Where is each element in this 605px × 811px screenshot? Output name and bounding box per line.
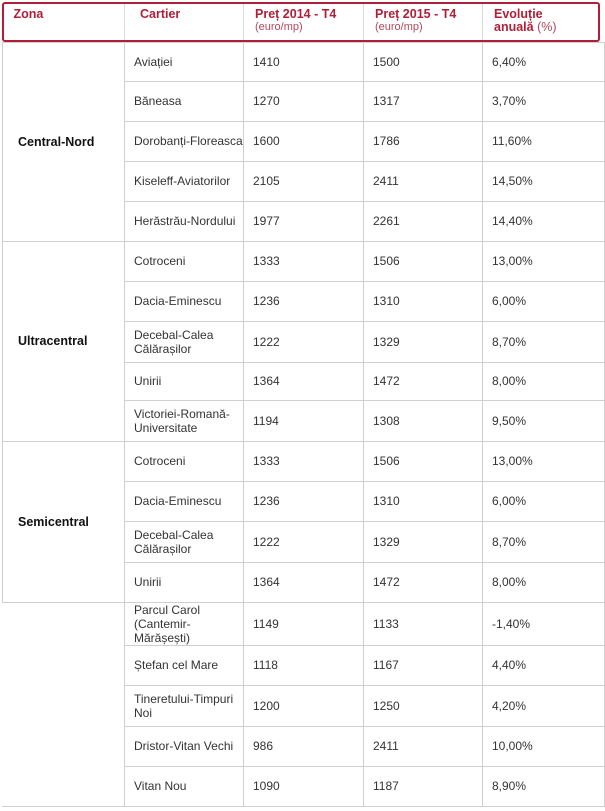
evolution-cell: 8,00%: [483, 562, 605, 602]
price-2015-cell: 1500: [364, 42, 483, 81]
price-2015-cell: 1329: [364, 321, 483, 362]
header-zona: [3, 2, 125, 42]
evolution-cell: -1,40%: [483, 602, 605, 645]
evolution-cell: 13,00%: [483, 441, 605, 481]
evolution-cell: 14,50%: [483, 161, 605, 201]
evolution-cell: 8,90%: [483, 766, 605, 806]
price-2014-cell: 1270: [244, 81, 364, 121]
cartier-cell: Decebal-Calea Călărașilor: [125, 321, 244, 362]
table-row: [3, 42, 605, 81]
price-2015-cell: 1250: [364, 685, 483, 726]
zone-cell: Ultracentral: [3, 241, 125, 441]
zone-cell: Central-Nord: [3, 42, 125, 241]
price-2015-cell: 1308: [364, 400, 483, 441]
evolution-cell: 4,40%: [483, 645, 605, 685]
cartier-cell: Parcul Carol (Cantemir-Mărășești): [125, 602, 244, 645]
price-2014-cell: 1118: [244, 645, 364, 685]
table-header: [3, 2, 605, 42]
cartier-cell: Dristor-Vitan Vechi: [125, 726, 244, 766]
price-2015-cell: 2411: [364, 726, 483, 766]
table-body: [3, 42, 605, 806]
header-zona-label: Zona: [13, 7, 44, 21]
price-2014-cell: 1364: [244, 562, 364, 602]
cartier-cell: Dorobanți-Floreasca: [125, 121, 244, 161]
price-2014-cell: 1149: [244, 602, 364, 645]
cartier-cell: Băneasa: [125, 81, 244, 121]
price-2015-cell: 1472: [364, 362, 483, 400]
table-row: [3, 602, 605, 645]
evolution-cell: 11,60%: [483, 121, 605, 161]
price-2015-cell: 1133: [364, 602, 483, 645]
header-cartier: [125, 2, 244, 42]
zone-cell: [3, 602, 125, 806]
cartier-cell: Dacia-Eminescu: [125, 481, 244, 521]
evolution-cell: 6,00%: [483, 481, 605, 521]
price-2014-cell: 1090: [244, 766, 364, 806]
header-pret-2015-unit: (euro/mp): [375, 21, 423, 33]
evolution-cell: 6,00%: [483, 281, 605, 321]
evolution-cell: 10,00%: [483, 726, 605, 766]
price-2014-cell: 1364: [244, 362, 364, 400]
evolution-cell: 8,70%: [483, 521, 605, 562]
price-2014-cell: 1222: [244, 321, 364, 362]
evolution-cell: 8,70%: [483, 321, 605, 362]
table-row: [3, 441, 605, 481]
price-2015-cell: 1310: [364, 281, 483, 321]
price-2014-cell: 1333: [244, 441, 364, 481]
price-2014-cell: 1410: [244, 42, 364, 81]
header-pret-2015-label: Preț 2015 - T4: [375, 7, 457, 21]
price-2015-cell: 1786: [364, 121, 483, 161]
price-2014-cell: 1236: [244, 281, 364, 321]
cartier-cell: Cotroceni: [125, 241, 244, 281]
header-pret-2014-unit: (euro/mp): [255, 21, 303, 33]
evolution-cell: 3,70%: [483, 81, 605, 121]
header-pret-2014-label: Preț 2014 - T4: [255, 7, 337, 21]
evolution-cell: 4,20%: [483, 685, 605, 726]
price-2014-cell: 1600: [244, 121, 364, 161]
cartier-cell: Unirii: [125, 362, 244, 400]
cartier-cell: Ștefan cel Mare: [125, 645, 244, 685]
cartier-cell: Victoriei-Romană-Universitate: [125, 400, 244, 441]
price-2014-cell: 1333: [244, 241, 364, 281]
header-evolutie-unit: (%): [537, 20, 557, 34]
header-pret-2014: [244, 2, 364, 42]
price-2015-cell: 1506: [364, 241, 483, 281]
price-2014-cell: 1194: [244, 400, 364, 441]
price-2015-cell: 2261: [364, 201, 483, 241]
evolution-cell: 8,00%: [483, 362, 605, 400]
cartier-cell: Tineretului-Timpuri Noi: [125, 685, 244, 726]
header-cartier-label: Cartier: [140, 7, 181, 21]
price-2015-cell: 1317: [364, 81, 483, 121]
cartier-cell: Decebal-Calea Călărașilor: [125, 521, 244, 562]
price-2014-cell: 1236: [244, 481, 364, 521]
price-2014-cell: 1200: [244, 685, 364, 726]
price-table: [2, 2, 605, 807]
evolution-cell: 13,00%: [483, 241, 605, 281]
cartier-cell: Aviației: [125, 42, 244, 81]
evolution-cell: 14,40%: [483, 201, 605, 241]
header-evolutie: [483, 2, 605, 42]
price-2015-cell: 1310: [364, 481, 483, 521]
cartier-cell: Kiseleff-Aviatorilor: [125, 161, 244, 201]
evolution-cell: 6,40%: [483, 42, 605, 81]
price-2014-cell: 986: [244, 726, 364, 766]
price-2015-cell: 1329: [364, 521, 483, 562]
evolution-cell: 9,50%: [483, 400, 605, 441]
price-2014-cell: 2105: [244, 161, 364, 201]
cartier-cell: Dacia-Eminescu: [125, 281, 244, 321]
price-2014-cell: 1977: [244, 201, 364, 241]
header-pret-2015: [364, 2, 483, 42]
cartier-cell: Unirii: [125, 562, 244, 602]
zone-cell: Semicentral: [3, 441, 125, 602]
price-2015-cell: 2411: [364, 161, 483, 201]
price-2015-cell: 1167: [364, 645, 483, 685]
price-2014-cell: 1222: [244, 521, 364, 562]
header-evolutie-line2: anuală: [494, 20, 534, 34]
price-2015-cell: 1187: [364, 766, 483, 806]
cartier-cell: Cotroceni: [125, 441, 244, 481]
price-2015-cell: 1472: [364, 562, 483, 602]
header-evolutie-line1: Evoluție: [494, 7, 543, 21]
price-2015-cell: 1506: [364, 441, 483, 481]
cartier-cell: Herăstrău-Nordului: [125, 201, 244, 241]
table-row: [3, 241, 605, 281]
cartier-cell: Vitan Nou: [125, 766, 244, 806]
